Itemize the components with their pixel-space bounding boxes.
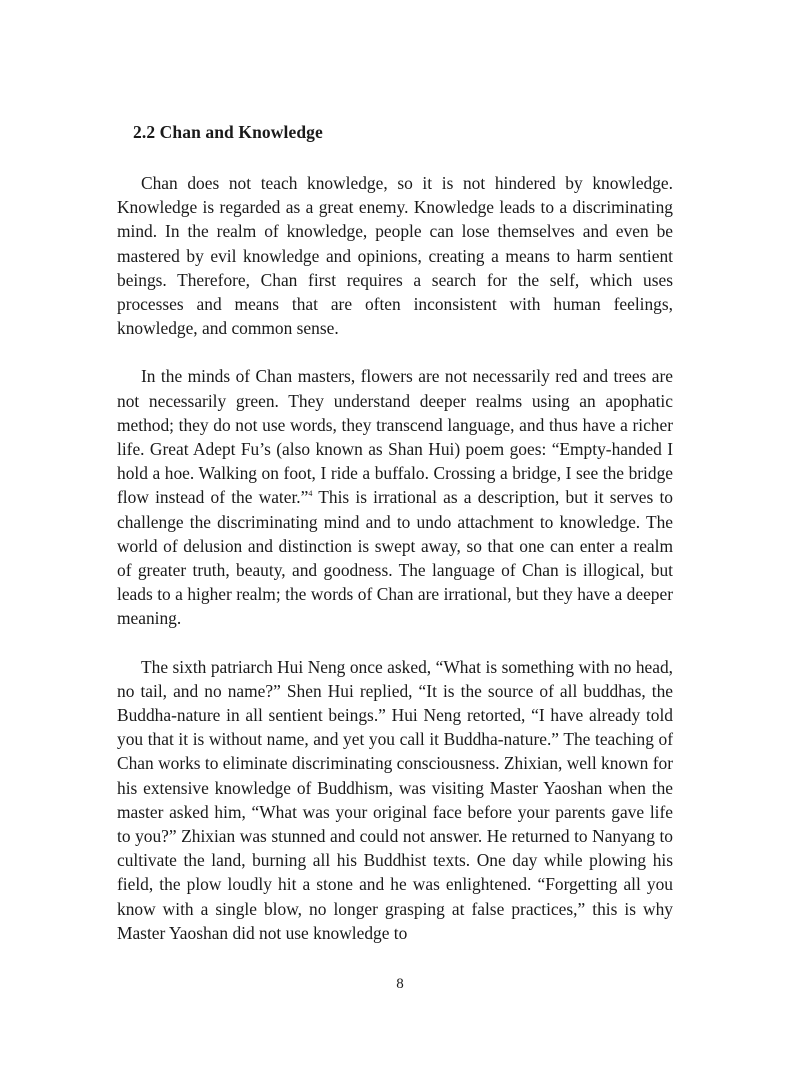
section-heading: 2.2 Chan and Knowledge [133, 122, 323, 142]
paragraph-2-text-start: In the minds of Chan masters, flowers are not necessarily red and trees are not necessarily green. They understand deeper realms using an apophatic method; they do not use words, they transcend language, and thus have a richer life. Great Adept Fu’s (also known as Shan Hui) poem goes: “Empty-handed I hold a hoe. Walking on foot, I ride a buffalo. Crossing a bridge, I see the bridge flow instead of the water.” [117, 366, 673, 508]
body-text [117, 171, 673, 969]
footnote-marker: 4 [308, 489, 313, 499]
paragraph-3: The sixth patriarch Hui Neng once asked, “What is something with no head, no tail, and no name?” Shen Hui replied, “It is the source of all buddhas, the Buddha-nature in all sentient beings.” Hui Neng retorted, “I have already told you that it is without name, and yet you call it Buddha-nature.” The teaching of Chan works to eliminate discriminating consciousness. Zhixian, well known for his extensive knowledge of Buddhism, was visiting Master Yaoshan when the master asked him, “What was your original face before your parents gave life to you?” Zhixian was stunned and could not answer. He returned to Nanyang to cultivate the land, burning all his Buddhist texts. One day while plowing his field, the plow loudly hit a stone and he was enlightened. “Forgetting all you know with a single blow, no longer grasping at false practices,” this is why Master Yaoshan did not use knowledge to [117, 656, 673, 943]
paragraph-1: Chan does not teach knowledge, so it is not hindered by knowledge. Knowledge is regarded as a great enemy. Knowledge leads to a discriminating mind. In the realm of knowledge, people can lose themselves and even be mastered by evil knowledge and opinions, creating a means to harm sentient beings. Therefore, Chan first requires a search for the self, which uses processes and means that are often inconsistent with human feelings, knowledge, and common sense. [117, 173, 673, 339]
paragraph-2-text-end: This is irrational as a description, but it serves to challenge the discriminating mind and to undo attachment to knowledge. The world of delusion and distinction is swept away, so that one can enter a realm of greater truth, beauty, and goodness. The language of Chan is illogical, but leads to a higher realm; the words of Chan are irrational, but they have a deeper meaning. [117, 487, 673, 629]
page-number: 8 [396, 976, 404, 992]
paragraph-2 [117, 364, 673, 630]
